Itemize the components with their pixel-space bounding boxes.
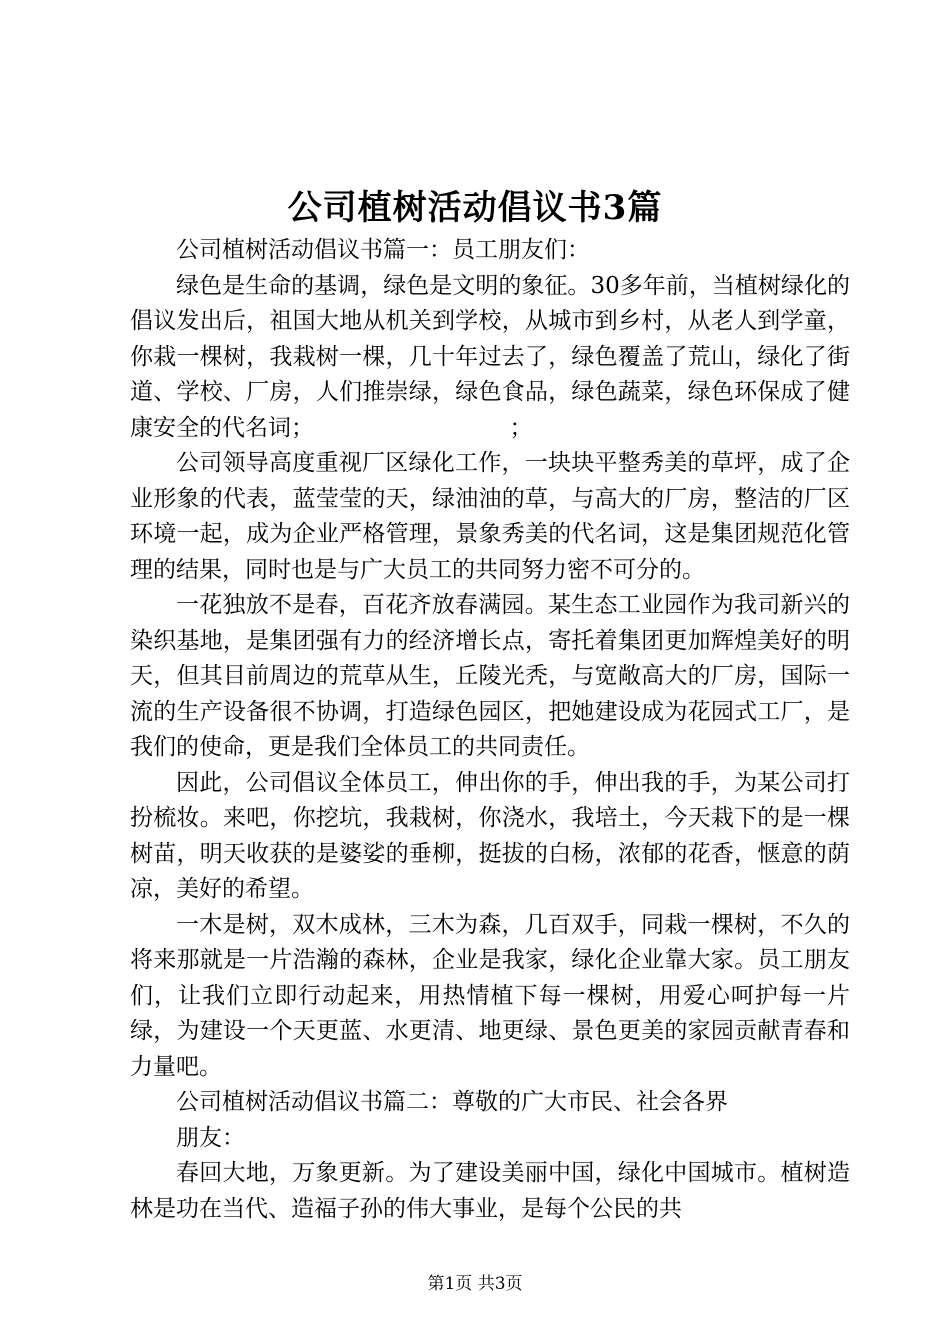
paragraph: 因此，公司倡议全体员工，伸出你的手，伸出我的手，为某公司打扮梳妆。来吧，你挖坑，我栽树，你浇水，我培土，今天栽下的是一棵树苗，明天收获的是婆娑的垂柳，挺拔的白杨，浓郁的花香，惬意的荫凉，美好的希望。 [130, 769, 850, 902]
paragraph: 绿色是生命的基调，绿色是文明的象征。30多年前，当植树绿化的倡议发出后，祖国大地从机关到学校，从城市到乡村，从老人到学童，你栽一棵树，我栽树一棵，几十年过去了，绿色覆盖了荒山，绿化了街道、学校、厂房，人们推崇绿，绿色食品，绿色蔬菜，绿色环保成了健康安全的代名词； ； [130, 272, 850, 441]
page-footer: 第1页 共3页 [427, 1274, 523, 1294]
paragraph: 一木是树，双木成林，三木为森，几百双手，同栽一棵树，不久的将来那就是一片浩瀚的森林，企业是我家，绿化企业靠大家。员工朋友们，让我们立即行动起来，用热情植下每一棵树，用爱心呵护每一片绿，为建设一个天更蓝、水更清、地更绿、景色更美的家园贡献青春和力量吧。 [130, 911, 850, 1080]
section-heading-2: 公司植树活动倡议书篇二：尊敬的广大市民、社会各界 [176, 1089, 728, 1115]
section-heading-1: 公司植树活动倡议书篇一：员工朋友们： [176, 237, 590, 263]
paragraph: 春回大地，万象更新。为了建设美丽中国，绿化中国城市。植树造林是功在当代、造福子孙的伟大事业，是每个公民的共 [130, 1160, 850, 1222]
section-heading-2-continuation: 朋友： [176, 1124, 245, 1151]
paragraph: 一花独放不是春，百花齐放春满园。某生态工业园作为我司新兴的染织基地，是集团强有力的经济增长点，寄托着集团更加辉煌美好的明天，但其目前周边的荒草从生，丘陵光秃，与宽敞高大的厂房，国际一流的生产设备很不协调，打造绿色园区，把她建设成为花园式工厂，是我们的使命，更是我们全体员工的共同责任。 [130, 592, 850, 760]
document-title: 公司植树活动倡议书3篇 [287, 188, 663, 228]
paragraph: 公司领导高度重视厂区绿化工作，一块块平整秀美的草坪，成了企业形象的代表，蓝莹莹的天，绿油油的草，与高大的厂房，整洁的厂区环境一起，成为企业严格管理，景象秀美的代名词，这是集团规范化管理的结果，同时也是与广大员工的共同努力密不可分的。 [130, 450, 850, 583]
document-body [130, 233, 850, 1227]
